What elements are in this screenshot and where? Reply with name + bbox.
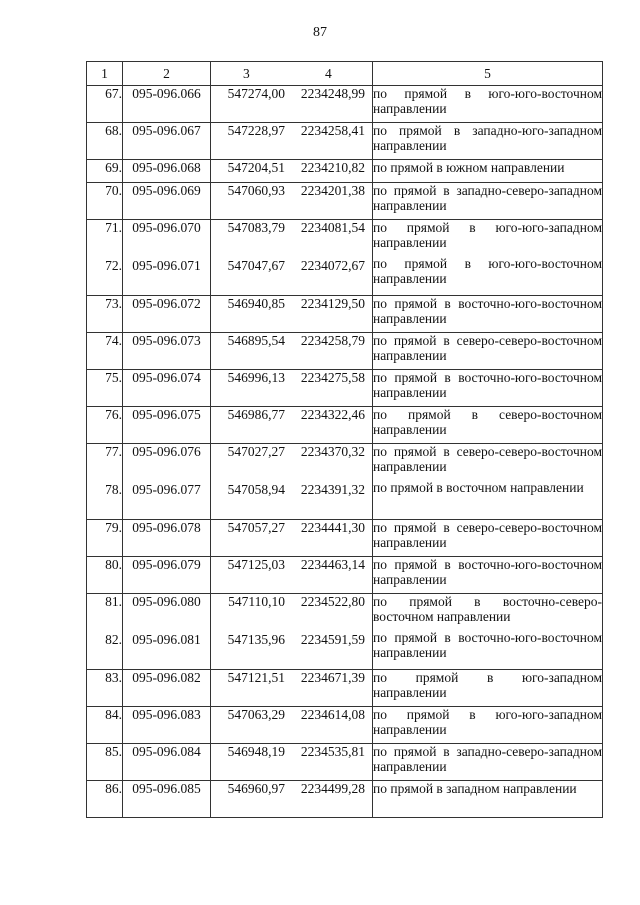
point-code: 095-096.077: [132, 482, 201, 497]
coordinate-x: 547063,29: [227, 707, 285, 722]
point-number: 70.: [105, 183, 122, 198]
coordinates-cell: [211, 370, 373, 407]
point-code-cell: [123, 333, 211, 370]
coordinates-cell: [211, 123, 373, 160]
point-code-cell: [123, 557, 211, 594]
table-row: [87, 296, 603, 333]
point-number-cell: [87, 744, 123, 781]
point-number: 71.: [105, 220, 122, 235]
table-row: [87, 557, 603, 594]
table-header: [87, 62, 603, 86]
coordinate-y: 2234591,59: [300, 632, 365, 647]
table-row: [87, 123, 603, 160]
direction-text: по прямой в восточно-юго-восточном направлении: [373, 630, 602, 660]
coordinates-cell: [211, 220, 373, 296]
point-code-cell: [123, 86, 211, 123]
coordinate-x: 546960,97: [227, 781, 285, 796]
coordinates-cell: [211, 707, 373, 744]
point-number: 76.: [105, 407, 122, 422]
coordinates-cell: [211, 670, 373, 707]
point-code: 095-096.068: [132, 160, 201, 175]
table-row: [87, 520, 603, 557]
coordinates-cell: [211, 86, 373, 123]
coordinate-x: 546996,13: [227, 370, 285, 385]
point-number: 81.: [105, 594, 122, 609]
coordinates-cell: [211, 183, 373, 220]
direction-text: по прямой в восточно-юго-восточном направлении: [373, 557, 602, 587]
coordinate-y: 2234072,67: [300, 258, 365, 273]
point-number: 84.: [105, 707, 122, 722]
coordinate-y: 2234441,30: [300, 520, 365, 535]
coordinate-y: 2234129,50: [300, 296, 365, 311]
point-number-cell: [87, 220, 123, 296]
point-code: 095-096.078: [132, 520, 201, 535]
table-row: [87, 333, 603, 370]
direction-cell: [373, 707, 603, 744]
coordinate-x: 547228,97: [227, 123, 285, 138]
point-number: 77.: [105, 444, 122, 459]
table-row: [87, 370, 603, 407]
direction-cell: [373, 86, 603, 123]
point-number: 80.: [105, 557, 122, 572]
point-number: 78.: [105, 482, 122, 497]
coordinate-y: 2234522,80: [300, 594, 365, 609]
boundary-points-table: [86, 61, 603, 818]
point-code: 095-096.082: [132, 670, 201, 685]
coordinates-cell: [211, 781, 373, 818]
table-row: [87, 670, 603, 707]
point-number-cell: [87, 557, 123, 594]
point-number-cell: [87, 160, 123, 183]
point-code: 095-096.081: [132, 632, 201, 647]
point-code: 095-096.073: [132, 333, 201, 348]
direction-cell: [373, 160, 603, 183]
coordinate-x: 547083,79: [227, 220, 285, 235]
point-code: 095-096.071: [132, 258, 201, 273]
direction-text: по прямой в западном направлении: [373, 781, 577, 796]
direction-text: по прямой в западно-северо-западном направлении: [373, 183, 602, 213]
header-col-1: 1: [87, 62, 123, 86]
header-col-3: 3: [243, 66, 250, 81]
point-number-cell: [87, 296, 123, 333]
point-code-cell: [123, 444, 211, 520]
point-number-cell: [87, 781, 123, 818]
point-number-cell: [87, 123, 123, 160]
point-number-cell: [87, 444, 123, 520]
point-code: 095-096.076: [132, 444, 201, 459]
coordinate-y: 2234210,82: [300, 160, 365, 175]
point-number: 67.: [105, 86, 122, 101]
coordinate-x: 547135,96: [227, 632, 285, 647]
point-number-cell: [87, 594, 123, 670]
coordinates-cell: [211, 444, 373, 520]
point-number: 82.: [105, 632, 122, 647]
point-code-cell: [123, 781, 211, 818]
direction-text: по прямой в восточно-юго-восточном направлении: [373, 296, 602, 326]
coordinate-x: 546986,77: [227, 407, 285, 422]
coordinate-y: 2234258,79: [300, 333, 365, 348]
point-number: 79.: [105, 520, 122, 535]
coordinates-cell: [211, 160, 373, 183]
direction-cell: [373, 407, 603, 444]
coordinate-y: 2234258,41: [300, 123, 365, 138]
direction-text: по прямой в юго-западном направлении: [373, 670, 602, 700]
point-number: 75.: [105, 370, 122, 385]
coordinate-x: 547204,51: [227, 160, 285, 175]
table-row: [87, 594, 603, 670]
coordinate-y: 2234081,54: [300, 220, 365, 235]
direction-cell: [373, 183, 603, 220]
direction-text: по прямой в юго-юго-западном направлении: [373, 707, 602, 737]
point-code-cell: [123, 707, 211, 744]
coordinates-cell: [211, 744, 373, 781]
point-code: 095-096.069: [132, 183, 201, 198]
point-number: 83.: [105, 670, 122, 685]
point-number-cell: [87, 333, 123, 370]
point-number-cell: [87, 520, 123, 557]
point-code: 095-096.075: [132, 407, 201, 422]
coordinate-y: 2234275,58: [300, 370, 365, 385]
coordinate-y: 2234391,32: [300, 482, 365, 497]
direction-cell: [373, 594, 603, 670]
coordinate-x: 547058,94: [227, 482, 285, 497]
coordinate-y: 2234535,81: [300, 744, 365, 759]
point-number: 68.: [105, 123, 122, 138]
point-code: 095-096.080: [132, 594, 201, 609]
table-row: [87, 86, 603, 123]
coordinates-cell: [211, 333, 373, 370]
coordinate-y: 2234248,99: [300, 86, 365, 101]
coordinate-y: 2234201,38: [300, 183, 365, 198]
point-code-cell: [123, 160, 211, 183]
direction-text: по прямой в северо-северо-восточном направлении: [373, 520, 602, 550]
header-col-3-4: [211, 62, 373, 86]
direction-cell: [373, 557, 603, 594]
coordinate-x: 546895,54: [227, 333, 285, 348]
coordinate-y: 2234614,08: [300, 707, 365, 722]
page-number: 87: [313, 25, 327, 40]
coordinate-y: 2234499,28: [300, 781, 365, 796]
point-code-cell: [123, 670, 211, 707]
table-body: [87, 86, 603, 818]
coordinate-y: 2234322,46: [300, 407, 365, 422]
table-row: [87, 183, 603, 220]
point-number: 85.: [105, 744, 122, 759]
point-code: 095-096.070: [132, 220, 201, 235]
direction-text: по прямой в северо-восточном направлении: [373, 407, 602, 437]
point-number-cell: [87, 670, 123, 707]
direction-cell: [373, 123, 603, 160]
point-number-cell: [87, 183, 123, 220]
direction-text: по прямой в западно-северо-западном направлении: [373, 744, 602, 774]
point-code-cell: [123, 220, 211, 296]
point-number: 69.: [105, 160, 122, 175]
direction-cell: [373, 444, 603, 520]
header-col-5: 5: [373, 62, 603, 86]
direction-cell: [373, 333, 603, 370]
table-row: [87, 744, 603, 781]
table-row: [87, 220, 603, 296]
coordinates-cell: [211, 407, 373, 444]
point-number: 86.: [105, 781, 122, 796]
point-number-cell: [87, 707, 123, 744]
table-row: [87, 707, 603, 744]
point-number-cell: [87, 86, 123, 123]
coordinate-x: 547047,67: [227, 258, 285, 273]
table-row: [87, 781, 603, 818]
point-code-cell: [123, 183, 211, 220]
direction-text: по прямой в юго-юго-восточном направлении: [373, 256, 602, 286]
table-row: [87, 160, 603, 183]
point-code: 095-096.067: [132, 123, 201, 138]
point-number-cell: [87, 370, 123, 407]
point-code: 095-096.083: [132, 707, 201, 722]
point-number: 72.: [105, 258, 122, 273]
point-code-cell: [123, 407, 211, 444]
coordinate-x: 547110,10: [228, 594, 285, 609]
coordinate-y: 2234671,39: [300, 670, 365, 685]
coordinate-x: 547027,27: [227, 444, 285, 459]
coordinate-x: 546940,85: [227, 296, 285, 311]
coordinates-cell: [211, 557, 373, 594]
point-code: 095-096.072: [132, 296, 201, 311]
coordinates-cell: [211, 296, 373, 333]
table-row: [87, 407, 603, 444]
point-code-cell: [123, 296, 211, 333]
coordinate-x: 547057,27: [227, 520, 285, 535]
direction-cell: [373, 670, 603, 707]
point-code: 095-096.079: [132, 557, 201, 572]
header-col-2: 2: [123, 62, 211, 86]
point-code-cell: [123, 744, 211, 781]
direction-text: по прямой в северо-северо-восточном направлении: [373, 444, 602, 474]
coordinate-y: 2234463,14: [300, 557, 365, 572]
direction-cell: [373, 370, 603, 407]
direction-cell: [373, 296, 603, 333]
direction-cell: [373, 220, 603, 296]
coordinate-x: 547060,93: [227, 183, 285, 198]
point-number-cell: [87, 407, 123, 444]
direction-text: по прямой в восточно-юго-восточном направлении: [373, 370, 602, 400]
direction-text: по прямой в юго-юго-западном направлении: [373, 220, 602, 250]
direction-text: по прямой в южном направлении: [373, 160, 565, 175]
direction-cell: [373, 744, 603, 781]
direction-text: по прямой в юго-юго-восточном направлении: [373, 86, 602, 116]
coordinate-x: 547125,03: [227, 557, 285, 572]
point-code: 095-096.085: [132, 781, 201, 796]
point-code-cell: [123, 594, 211, 670]
header-col-4: 4: [325, 66, 332, 81]
point-number: 73.: [105, 296, 122, 311]
point-code-cell: [123, 370, 211, 407]
direction-text: по прямой в западно-юго-западном направлении: [373, 123, 602, 153]
coordinate-x: 547121,51: [227, 670, 285, 685]
coordinate-x: 547274,00: [227, 86, 285, 101]
coordinates-cell: [211, 594, 373, 670]
point-code-cell: [123, 520, 211, 557]
table-row: [87, 444, 603, 520]
point-code: 095-096.066: [132, 86, 201, 101]
direction-text: по прямой в северо-северо-восточном направлении: [373, 333, 602, 363]
point-code: 095-096.084: [132, 744, 201, 759]
point-code: 095-096.074: [132, 370, 201, 385]
point-number: 74.: [105, 333, 122, 348]
direction-text: по прямой в восточно-северо-восточном направлении: [373, 594, 602, 624]
coordinates-cell: [211, 520, 373, 557]
point-code-cell: [123, 123, 211, 160]
coordinate-y: 2234370,32: [300, 444, 365, 459]
direction-cell: [373, 520, 603, 557]
direction-text: по прямой в восточном направлении: [373, 480, 584, 495]
coordinate-x: 546948,19: [227, 744, 285, 759]
direction-cell: [373, 781, 603, 818]
